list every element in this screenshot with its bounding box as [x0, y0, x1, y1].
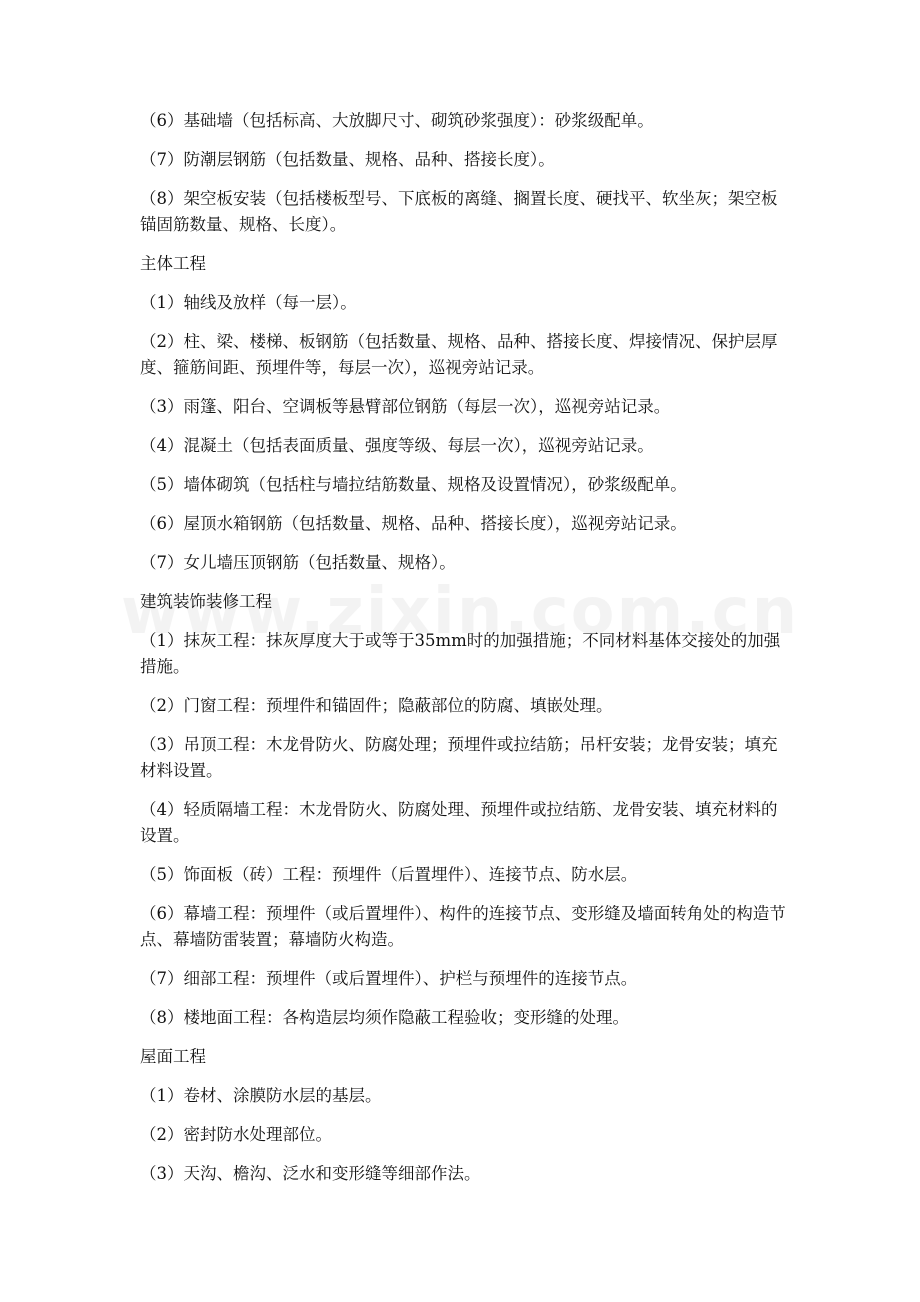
item-foundation-wall: （6）基础墙（包括标高、大放脚尺寸、砌筑砂浆强度）：砂浆级配单。 — [140, 111, 654, 130]
item-roof-tank-rebar: （6）屋顶水箱钢筋（包括数量、规格、品种、搭接长度），巡视旁站记录。 — [140, 514, 687, 533]
item-parapet-rebar: （7）女儿墙压顶钢筋（包括数量、规格）。 — [140, 553, 456, 572]
item-curtain-wall: （6）幕墙工程：预埋件（或后置埋件）、构件的连接节点、变形缝及墙面转角处的构造节点、幕墙防雷装置；幕墙防火构造。 — [140, 904, 786, 949]
item-facing-panel: （5）饰面板（砖）工程：预埋件（后置埋件）、连接节点、防水层。 — [140, 865, 638, 884]
item-ceiling: （3）吊顶工程：木龙骨防火、防腐处理；预埋件或拉结筋；吊杆安装；龙骨安装；填充材料设置。 — [140, 735, 778, 780]
item-raised-slab-install: （8）架空板安装（包括楼板型号、下底板的离缝、搁置长度、硬找平、软坐灰；架空板锚固筋数量、规格、长度）。 — [140, 189, 778, 234]
section-heading-main-structure: 主体工程 — [140, 254, 206, 273]
section-heading-roofing: 屋面工程 — [140, 1047, 206, 1066]
item-axis-layout: （1）轴线及放样（每一层）。 — [140, 293, 357, 312]
item-column-beam-rebar: （2）柱、梁、楼梯、板钢筋（包括数量、规格、品种、搭接长度、焊接情况、保护层厚度、箍筋间距、预埋件等，每层一次），巡视旁站记录。 — [140, 332, 778, 377]
item-cantilever-rebar: （3）雨篷、阳台、空调板等悬臂部位钢筋（每层一次），巡视旁站记录。 — [140, 397, 671, 416]
document-body — [140, 108, 790, 1200]
item-membrane-base: （1）卷材、涂膜防水层的基层。 — [140, 1086, 382, 1105]
item-detail-work: （7）细部工程：预埋件（或后置埋件）、护栏与预埋件的连接节点。 — [140, 969, 638, 988]
item-plastering: （1）抹灰工程：抹灰厚度大于或等于35mm时的加强措施；不同材料基体交接处的加强措施。 — [140, 631, 781, 676]
section-heading-decoration: 建筑装饰装修工程 — [140, 592, 272, 611]
item-masonry: （5）墙体砌筑（包括柱与墙拉结筋数量、规格及设置情况），砂浆级配单。 — [140, 475, 687, 494]
item-floor-work: （8）楼地面工程：各构造层均须作隐蔽工程验收；变形缝的处理。 — [140, 1008, 629, 1027]
item-concrete: （4）混凝土（包括表面质量、强度等级、每层一次），巡视旁站记录。 — [140, 436, 654, 455]
item-doors-windows: （2）门窗工程：预埋件和锚固件；隐蔽部位的防腐、填嵌处理。 — [140, 696, 613, 715]
item-damp-proof-rebar: （7）防潮层钢筋（包括数量、规格、品种、搭接长度）。 — [140, 150, 555, 169]
item-sealing: （2）密封防水处理部位。 — [140, 1125, 332, 1144]
item-gutter-details: （3）天沟、檐沟、泛水和变形缝等细部作法。 — [140, 1164, 481, 1183]
item-partition-wall: （4）轻质隔墙工程：木龙骨防火、防腐处理、预埋件或拉结筋、龙骨安装、填充材料的设置。 — [140, 800, 778, 845]
